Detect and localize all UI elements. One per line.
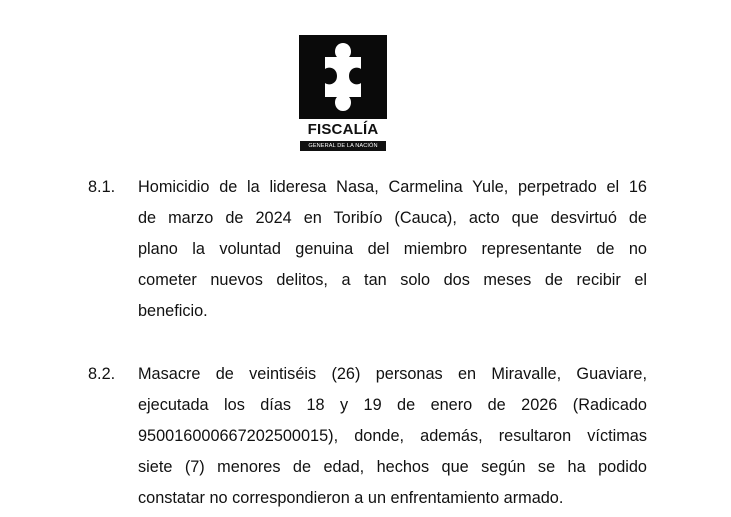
logo-subtitle: GENERAL DE LA NACIÓN [300,141,386,151]
item-number: 8.1. [88,178,116,196]
item-text [138,359,647,514]
text-line: Homicidio de la lideresa Nasa, Carmelina Yule, perpetrado el 16 [138,178,647,196]
logo-wordmark: FISCALÍA [307,121,379,138]
text-line: ejecutada los días 18 y 19 de enero de 2026 (Radicado [138,396,647,414]
text-line: Masacre de veintiséis (26) personas en Miravalle, Guaviare, [138,365,647,383]
text-line: cometer nuevos delitos, a tan solo dos meses de recibir el [138,271,647,289]
text-line: de marzo de 2024 en Toribío (Cauca), acto que desvirtuó de [138,209,647,227]
puzzle-piece-icon [299,35,387,119]
text-line: 950016000667202500015), donde, además, resultaron víctimas [138,427,647,445]
text-line: plano la voluntad genuina del miembro representante de no [138,240,647,258]
item-number: 8.2. [88,365,116,383]
item-text [138,172,647,327]
fiscalia-logo [299,35,387,152]
text-line: siete (7) menores de edad, hechos que según se ha podido [138,458,647,476]
logo-square [299,35,387,119]
text-line: beneficio. [138,302,208,320]
text-line: constatar no correspondieron a un enfrentamiento armado. [138,489,564,507]
